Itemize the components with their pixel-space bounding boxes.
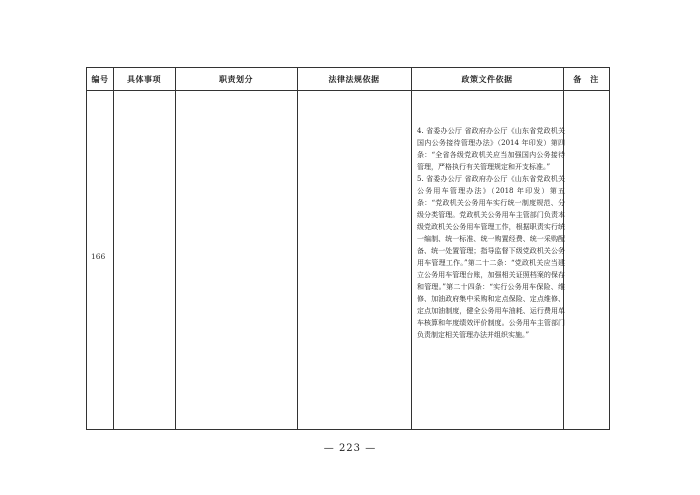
header-number: 编号 [91, 74, 109, 84]
header-policy-basis: 政策文件依据 [461, 74, 513, 84]
column-divider [175, 68, 176, 429]
policy-table [86, 67, 610, 430]
header-item: 具体事项 [127, 74, 161, 84]
header-remark: 备 注 [573, 74, 599, 84]
policy-basis-cell [417, 125, 565, 341]
policy-item-4: 4. 省委办公厅 省政府办公厅《山东省党政机关国内公务接待管理办法》（2014 年印发）第四条：“全省各级党政机关应当加强国内公务接待管理，严格执行有关管理规定和开支标准。” [417, 127, 565, 171]
header-duty: 职责划分 [219, 74, 253, 84]
column-divider [297, 68, 298, 429]
header-law-basis: 法律法规依据 [328, 74, 380, 84]
page-number: — 223 — [323, 443, 377, 454]
header-divider [87, 90, 609, 91]
row-number: 166 [91, 252, 106, 261]
policy-item-5: 5. 省委办公厅 省政府办公厅《山东省党政机关公务用车管理办法》（2018 年印发）第五条：“党政机关公务用车实行统一制度规范、分级分类管理。党政机关公务用车主管部门负责本级党政机关公务用车管理工作，根据职责实行统一编制、统一标准、统一购置经费、统一采购配备、统一处置管理；指导监督下级党政机关公务用车管理工作。”第二十二条：“党政机关应当建立公务用车管理台账，加强相关证照档案的保存和管理。”第二十四条：“实行公务用车保险、维修、加油政府集中采购和定点保险、定点维修、定点加油制度，健全公务用车油耗、运行费用单车核算和年度绩效评价制度。公务用车主管部门负责制定相关管理办法并组织实施。” [417, 175, 565, 339]
column-divider [113, 68, 114, 429]
column-divider [411, 68, 412, 429]
